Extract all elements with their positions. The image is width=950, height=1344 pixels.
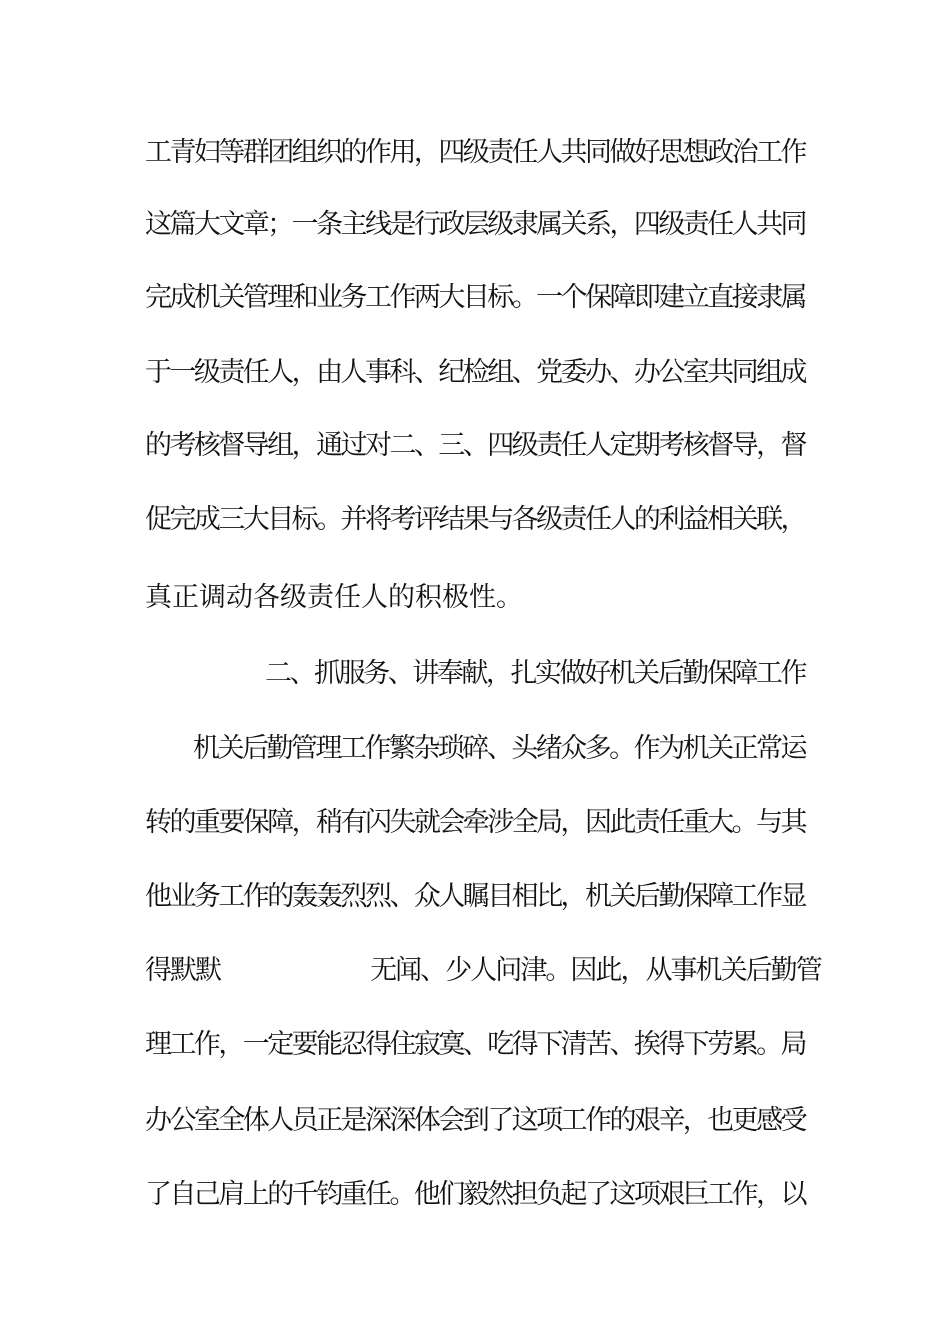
paragraph-line-3: 他业务工作的轰轰烈烈、众人瞩目相比，机关后勤保障工作显 — [145, 881, 805, 912]
text-line-7: 真正调动各级责任人的积极性。 — [145, 582, 523, 613]
paragraph-line-5: 理工作，一定要能忍得住寂寞、吃得下清苦、挨得下劳累。局 — [145, 1029, 805, 1060]
section-heading: 二、抓服务、讲奉献，扎实做好机关后勤保障工作 — [265, 658, 805, 689]
text-line-2: 这篇大文章；一条主线是行政层级隶属关系，四级责任人共同 — [145, 209, 805, 240]
text-line-6: 促完成三大目标。并将考评结果与各级责任人的利益相关联， — [145, 504, 805, 535]
text-line-4: 于一级责任人，由人事科、纪检组、党委办、办公室共同组成 — [145, 357, 805, 388]
paragraph-line-4-part-1: 得默默 — [145, 955, 221, 986]
text-line-1: 工青妇等群团组织的作用，四级责任人共同做好思想政治工作 — [145, 137, 805, 168]
paragraph-first-line: 机关后勤管理工作繁杂琐碎、头绪众多。作为机关正常运 — [193, 733, 805, 764]
paragraph-line-2: 转的重要保障，稍有闪失就会牵涉全局，因此责任重大。与其 — [145, 807, 805, 838]
paragraph-line-4-part-2: 无闻、少人问津。因此，从事机关后勤管 — [370, 955, 821, 986]
text-line-5: 的考核督导组，通过对二、三、四级责任人定期考核督导，督 — [145, 430, 805, 461]
text-line-3: 完成机关管理和业务工作两大目标。一个保障即建立直接隶属 — [145, 282, 805, 313]
paragraph-line-6: 办公室全体人员正是深深体会到了这项工作的艰辛，也更感受 — [145, 1105, 805, 1136]
paragraph-line-7: 了自己肩上的千钧重任。他们毅然担负起了这项艰巨工作，以 — [145, 1179, 805, 1210]
paragraph-line-4 — [145, 951, 821, 991]
